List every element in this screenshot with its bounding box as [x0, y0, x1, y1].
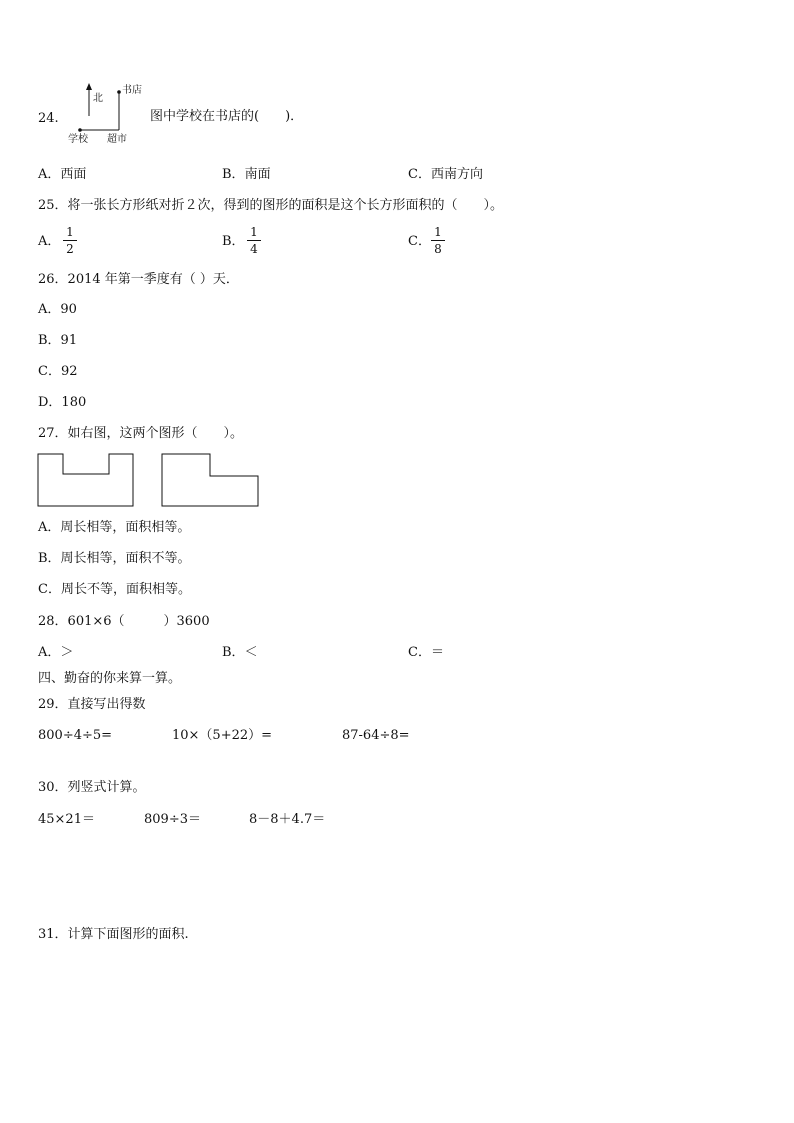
- q27-option-c: C．周长不等，面积相等。: [38, 582, 191, 597]
- q25-option-a-label: A．: [38, 234, 61, 249]
- q27-option-a: A．周长相等，面积相等。: [38, 520, 191, 535]
- map-north-label: 北: [93, 93, 103, 104]
- question-27-text: 27．如右图，这两个图形（ ）。: [38, 426, 244, 441]
- map-bookstore-label: 书店: [122, 85, 142, 96]
- question-29-text: 29．直接写出得数: [38, 697, 146, 712]
- q29-item-1: 800÷4÷5=: [38, 728, 113, 743]
- shape-right: [162, 454, 258, 506]
- q24-option-c: C．西南方向: [408, 167, 483, 182]
- question-28-text: 28．601×6（ ）3600: [38, 614, 210, 629]
- q29-item-3: 87-64÷8=: [342, 728, 410, 743]
- question-25-text: 25．将一张长方形纸对折２次，得到的图形的面积是这个长方形面积的（ ）。: [38, 198, 504, 213]
- q24-option-a: A．西面: [38, 167, 87, 182]
- q24-option-b: B．南面: [222, 167, 271, 182]
- q30-item-3: 8－8＋4.7＝: [249, 812, 326, 827]
- question-30-text: 30．列竖式计算。: [38, 780, 146, 795]
- question-31-text: 31．计算下面图形的面积.: [38, 927, 189, 942]
- question-24-text: 图中学校在书店的( )．: [150, 109, 304, 124]
- q28-option-b: B．＜: [222, 645, 258, 660]
- section-4-heading: 四、勤奋的你来算一算。: [38, 671, 182, 686]
- q30-item-1: 45×21＝: [38, 812, 95, 827]
- map-supermarket-label: 超市: [107, 134, 127, 145]
- q26-option-b: B．91: [38, 333, 78, 348]
- shape-left: [38, 454, 133, 506]
- question-26-text: 26．2014 年第一季度有（ ）天．: [38, 272, 239, 287]
- q26-option-c: C．92: [38, 364, 78, 379]
- question-24-number: 24.: [38, 111, 59, 126]
- q25-option-c-label: C．: [408, 234, 431, 249]
- q25-option-b-label: B．: [222, 234, 245, 249]
- notched-shapes-figure: [36, 452, 262, 510]
- q26-option-a: A．90: [38, 302, 77, 317]
- q25-option-b-fraction: 1 4: [247, 225, 261, 256]
- q28-option-c: C．＝: [408, 645, 444, 660]
- q25-option-a-fraction: 1 2: [63, 225, 77, 256]
- q26-option-d: D．180: [38, 395, 87, 410]
- q30-item-2: 809÷3＝: [144, 812, 201, 827]
- q27-option-b: B．周长相等，面积不等。: [38, 551, 191, 566]
- map-school-label: 学校: [68, 134, 88, 145]
- q29-item-2: 10×（5+22）=: [172, 728, 273, 743]
- q25-option-c-fraction: 1 8: [431, 225, 445, 256]
- q28-option-a: A．＞: [38, 645, 74, 660]
